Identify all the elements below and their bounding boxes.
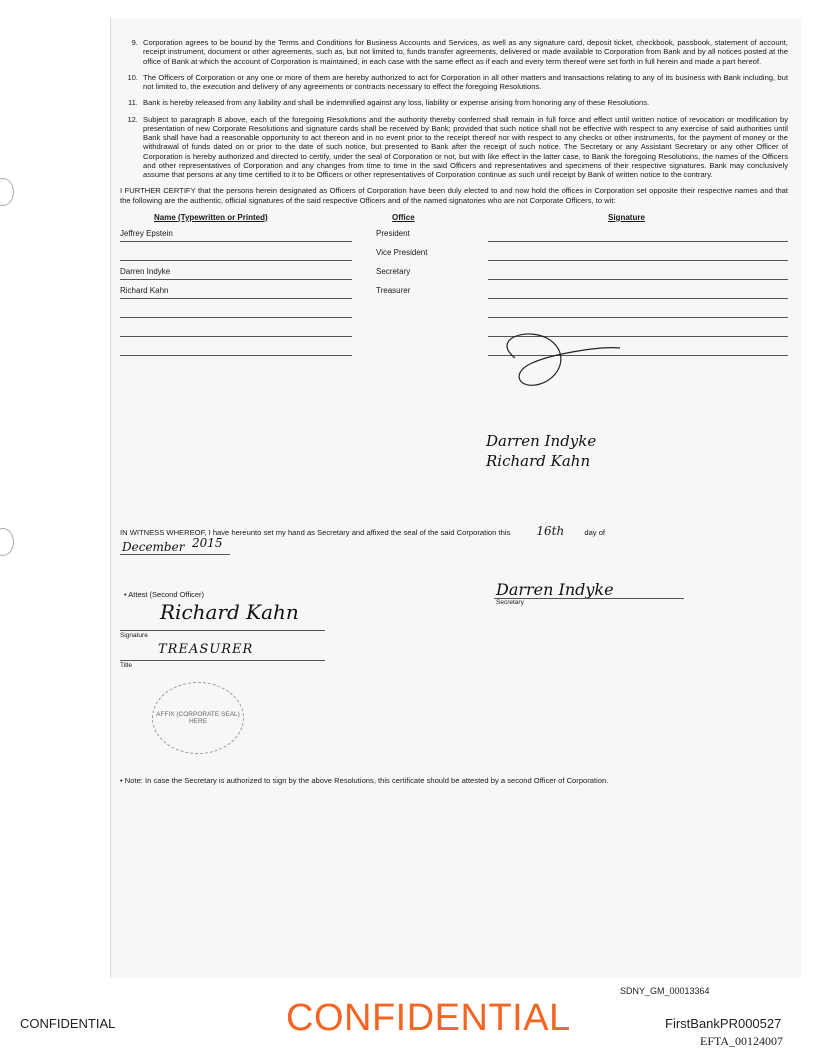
month-value: December xyxy=(122,540,185,554)
officer-office: Treasurer xyxy=(376,285,411,295)
paragraph-10 xyxy=(120,73,788,92)
confidential-label: CONFIDENTIAL xyxy=(20,1016,116,1031)
officer-name: Jeffrey Epstein xyxy=(120,228,173,238)
paragraph-12 xyxy=(120,115,788,180)
resolutions-body xyxy=(120,38,788,373)
year-value: 2015 xyxy=(192,536,223,550)
officer-office: Secretary xyxy=(376,266,411,276)
signature-line xyxy=(488,279,788,280)
name-line xyxy=(120,336,352,337)
bates-efta: EFTA_00124007 xyxy=(700,1034,784,1048)
officer-row-president xyxy=(120,227,788,246)
punch-hole-top xyxy=(0,178,14,206)
witness-text: IN WITNESS WHEREOF, I have hereunto set my hand as Secretary and affixed the seal of the said Corporation this xyxy=(120,528,511,537)
signature-line xyxy=(488,241,788,242)
name-line xyxy=(120,260,352,261)
officer-office: Vice President xyxy=(376,247,428,257)
officer-row-blank xyxy=(120,303,788,322)
date-line xyxy=(120,554,230,555)
bates-bank: FirstBankPR000527 xyxy=(665,1016,782,1031)
name-line xyxy=(120,298,352,299)
officer-name: Richard Kahn xyxy=(120,285,169,295)
day-value: 16th xyxy=(536,524,565,538)
witness-text-day-of: day of xyxy=(584,528,606,537)
paragraph-number: 10. xyxy=(127,72,138,82)
paragraph-number: 12. xyxy=(127,114,138,124)
title-value: TREASURER xyxy=(158,642,254,657)
paragraph-text: Subject to paragraph 8 above, each of the foregoing Resolutions and the authority thereby conferred shall remain in full force and effect until written notice of revocation or modification by presentation of new Corporate Resolutions and signature cards shall be received by Bank; provided that such notice shall not be effective with respect to any exercise of said authorities until Bank shall have had a reasonable opportunity to act thereon and in no event prior to the receipt thereof nor with respect to any checks or other instruments, for the payment of money or the withdrawal of funds dated on or prior to the date of such notice, but presented to Bank after the receipt of such notice. The Secretary or any Assistant Secretary or any other Officer of Corporation is hereby authorized and directed to certify, under the seal of Corporation or not, but with like effect in the latter case, to Bank the foregoing Resolutions, the names of the Officers and other representatives of Corporation and any changes from time to time in the said Officers and representatives and specimens of their respective signatures. Bank may conclusively assume that persons at any time certified to it to be Officers or other representatives of Corporation continue as such until receipt by Bank of written notice to the contrary. xyxy=(143,114,788,179)
treasurer-signature: Richard Kahn xyxy=(486,452,591,470)
name-line xyxy=(120,317,352,318)
office-column-header: Office xyxy=(392,212,415,222)
secretary-label: Secretary xyxy=(496,599,524,606)
title-line xyxy=(120,660,325,661)
seal-text: AFFIX (CORPORATE SEAL) HERE xyxy=(156,711,240,725)
officer-row-treasurer xyxy=(120,284,788,303)
signature-line xyxy=(488,317,788,318)
signature-column-header: Signature xyxy=(608,212,645,222)
note-text: • Note: In case the Secretary is authorized to sign by the above Resolutions, this certificate should be attested by a second Officer of Corporation. xyxy=(120,776,609,785)
name-column-header: Name (Typewritten or Printed) xyxy=(154,212,268,222)
paragraph-9 xyxy=(120,38,788,66)
confidential-stamp: CONFIDENTIAL xyxy=(286,997,571,1039)
name-line xyxy=(120,355,352,356)
paragraph-number: 9. xyxy=(131,38,138,47)
paragraph-11 xyxy=(120,98,788,107)
paragraph-text: Corporation agrees to be bound by the Terms and Conditions for Business Accounts and Services, as well as any signature card, deposit ticket, checkbook, passbook, statement of account, receipt instrument, document or other agreements, such as, but not limited to, funds transfer agreements, delivered or made available to Corporation from Bank and by all notices posted at the office of Bank at which the account of Corporation is maintained, in each case with the same effect as if each and every term thereof were set forth in full herein and made a part hereof. xyxy=(143,38,788,66)
secretary-signature: Darren Indyke xyxy=(486,432,597,450)
punch-hole-middle xyxy=(0,528,14,556)
signature-line xyxy=(488,298,788,299)
attest-signature-line xyxy=(120,630,325,631)
certify-statement: I FURTHER CERTIFY that the persons herein designated as Officers of Corporation have been duly elected to and now hold the offices in Corporation set opposite their respective names and that the following are the authentic, official signatures of the said respective Officers and of the named signatories who are not Corporate Officers, to wit: xyxy=(120,186,788,205)
secretary-witness-signature: Darren Indyke xyxy=(496,580,614,599)
officer-row-secretary xyxy=(120,265,788,284)
signature-label: Signature xyxy=(120,632,148,639)
officer-office: President xyxy=(376,228,410,238)
corporate-seal-area xyxy=(152,682,244,754)
title-label: Title xyxy=(120,662,133,669)
president-signature-scrawl xyxy=(470,328,780,416)
paragraph-text: The Officers of Corporation or any one or more of them are hereby authorized to act for Corporation in all other matters and transactions relating to any of its business with Bank including, but not limited to, the execution and delivery of any agreements or contracts necessary to effect the foregoing Resolutions. xyxy=(143,72,788,91)
bates-sdny: SDNY_GM_00013364 xyxy=(620,986,710,996)
name-line xyxy=(120,279,352,280)
paragraph-number: 11. xyxy=(128,98,138,108)
name-line xyxy=(120,241,352,242)
paragraph-text: Bank is hereby released from any liability and shall be indemnified against any loss, liability or expense arising from honoring any of these Resolutions. xyxy=(143,98,650,108)
attest-label: • Attest (Second Officer) xyxy=(124,590,205,599)
attest-signature: Richard Kahn xyxy=(160,600,299,624)
signature-line xyxy=(488,260,788,261)
officer-row-vice-president xyxy=(120,246,788,265)
officer-name: Darren Indyke xyxy=(120,266,171,276)
